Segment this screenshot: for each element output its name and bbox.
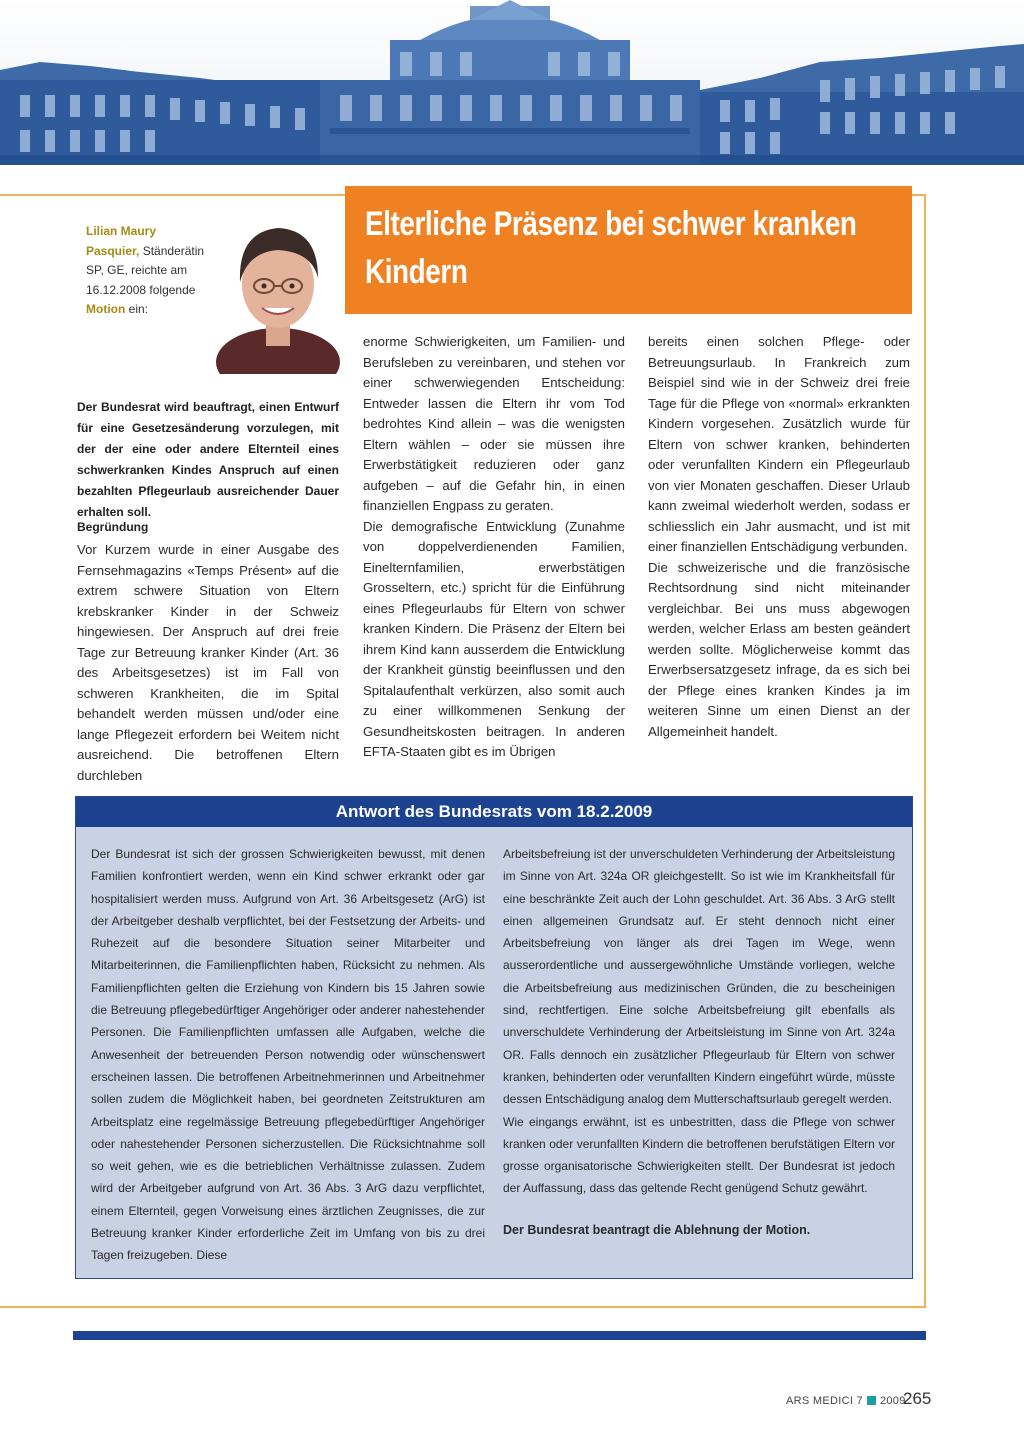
author-line3: 16.12.2008 folgende bbox=[86, 282, 196, 297]
paragraph: enorme Schwierigkeiten, um Familien- und Berufsleben zu vereinbaren, und stehen vor einer schwerwiegenden Entscheidung: Entweder lassen die Eltern ihr vom Tod bedrohtes Kind allein – was die wenigsten Eltern wählen – oder sie müssen ihre Erwerbstätigkeit reduzieren oder ganz aufgeben – auf die Gefahr hin, in einen finanziellen Engpass zu geraten. bbox=[363, 334, 625, 513]
paragraph: bereits einen solchen Pflege- oder Betreuungsurlaub. In Frankreich zum Beispiel sind wie in der Schweiz drei freie Tage für die Pflege von «normal» erkrankten Kindern vorgesehen. Zusätzlich wurde für Eltern von schwer kranken, behinderten oder verunfallten Kindern ein Pflegeurlaub von vier Monaten geschaffen. Dieser Urlaub kann zweimal wiederholt werden, sodass er schliesslich ein Jahr ausmacht, und ist mit einer finanziellen Entschädigung verbunden. bbox=[648, 334, 910, 554]
teal-square-icon bbox=[867, 1396, 876, 1405]
begruendung-heading: Begründung bbox=[77, 520, 149, 534]
answer-box bbox=[75, 796, 913, 1279]
journal-year: 2009 bbox=[879, 1395, 906, 1407]
author-line2: SP, GE, reichte am bbox=[86, 263, 188, 277]
answer-title: Antwort des Bundesrats vom 18.2.2009 bbox=[335, 802, 653, 821]
author-name: Lilian Maury bbox=[86, 224, 157, 238]
answer-column-2 bbox=[503, 843, 895, 1200]
author-surname: Pasquier, bbox=[86, 243, 140, 258]
journal-name: ARS MEDICI 7 bbox=[786, 1395, 863, 1407]
paragraph: Die schweizerische und die französische Rechtsordnung sind nicht miteinander vergleichbar. Bei uns muss abgewogen werden, welcher Erlass am besten geändert werden sollte. Möglicherweise kommt das Erwerbsersatzgesetz infrage, da es sich bei der Pflege eines kranken Kindes ja im weiteren Sinne um einen Dienst an der Allgemeinheit handelt. bbox=[648, 559, 910, 739]
paragraph: Die demografische Entwicklung (Zunahme von doppelverdienenden Familien, Einelternfamilien, erwerbstätigen Grosseltern, etc.) spricht für die Einführung eines Pflegeurlaubs für Eltern von schwer kranken Kindern. Die Präsenz der Eltern bei ihrem Kind kann ausserdem die Entwicklung der Krankheit günstig beeinflussen und den Spitalaufenthalt verkürzen, also somit auch zu einer willkommenen Senkung der Gesundheitskosten beitragen. In anderen EFTA-Staaten gibt es im Übrigen bbox=[363, 518, 625, 759]
paragraph: Vor Kurzem wurde in einer Ausgabe des Fernsehmagazins «Temps Présent» auf die extrem schwere Situation von Eltern krebskranker Kinder in der Schweiz hingewiesen. Der Anspruch auf drei freie Tage zur Betreuung kranker Kinder (Art. 36 des Arbeitsgesetzes) ist im Fall von schweren Krankheiten, die im Spital behandelt werden müssen und/oder eine lange Pflegezeit erfordern bei Weitem nicht ausreichend. Die betroffenen Eltern durchleben bbox=[77, 542, 339, 783]
body-column-1 bbox=[77, 540, 339, 786]
paragraph: Der Bundesrat ist sich der grossen Schwierigkeiten bewusst, mit denen Familien konfrontiert werden, wenn ein Kind schwer erkrankt oder gar hospitalisiert werden muss. Aufgrund von Art. 36 Arbeitsgesetz (ArG) ist der Arbeitgeber deshalb verpflichtet, bei der Festsetzung der Arbeits- und Ruhezeit auf die besondere Situation seiner Mitarbeiter und Mitarbeiterinnen, die Familienpflichten haben, Rücksicht zu nehmen. Als Familienpflichten gelten die Erziehung von Kindern bis 15 Jahren sowie die Betreuung pflegebedürftiger Angehöriger oder anderer nahestehender Personen. Die Familienpflichten umfassen alle Aufgaben, welche die Anwesenheit der betreuenden Person notwendig oder wünschenswert erscheinen lassen. Die betroffenen Arbeitnehmerinnen und Arbeitnehmer sollen zudem die Möglichkeit haben, bei geordneten Zeitstrukturen am Arbeitsplatz eine regelmässige Betreuung pflegebedürftiger Angehöriger oder nahestehender Personen sicherzustellen. Die Rücksichtnahme soll so weit gehen, wie es die betrieblichen Verhältnisse zulassen. Zudem wird der Arbeitgeber aufgrund von Art. 36 Abs. 3 ArG dazu verpflichtet, einem Elternteil, gegen Vorweisung eines ärztlichen Zeugnisses, die zur Betreuung kranker Kinder erforderliche Zeit im Umfang von bis zu drei Tagen freizugeben. Diese bbox=[91, 847, 485, 1263]
paragraph: Wie eingangs erwähnt, ist es unbestritten, dass die Pflege von schwer kranken oder verunfallten Kindern die betroffenen berufstätigen Eltern vor grosse organisatorische Schwierigkeiten stellt. Der Bundesrat ist jedoch der Auffassung, dass das geltende Recht genügend Schutz gewährt. bbox=[503, 1114, 895, 1196]
body-column-3 bbox=[648, 332, 910, 742]
title-banner bbox=[345, 186, 912, 314]
motion-word: Motion bbox=[86, 302, 126, 316]
body-column-2 bbox=[363, 332, 625, 763]
article-title: Elterliche Präsenz bei schwer kranken Kindern bbox=[365, 205, 857, 291]
page-number: 265 bbox=[903, 1389, 932, 1408]
paragraph: Arbeitsbefreiung ist der unverschuldeten Verhinderung der Arbeitsleistung im Sinne von Art. 324a OR gleichgestellt. So ist wie im Krankheitsfall für eine beschränkte Zeit auch der Lohn geschuldet. Art. 36 Abs. 3 ArG stellt einen allgemeinen Grundsatz auf. Er steht dennoch nicht einer Arbeitsbefreiung von länger als drei Tagen im Wege, wenn ausserordentliche und aussergewöhnliche Umstände vorliegen, welche die Arbeitsbefreiung aus medizinischen Gründen, die zu bescheinigen sind, rechtfertigen. Eine solche Arbeitsbefreiung gilt ebenfalls als unverschuldete Verhinderung der Arbeitsleistung im Sinne von Art. 324a OR. Falls dennoch ein zusätzlicher Pflegeurlaub für Eltern von schwer kranken, behinderten oder verunfallten Kindern eingeführt würde, müsste dessen Entschädigung analog dem Mutterschaftsurlaub geregelt werden. bbox=[503, 847, 895, 1107]
author-note bbox=[86, 222, 216, 320]
recommendation: Der Bundesrat beantragt die Ablehnung der Motion. bbox=[503, 1223, 811, 1237]
header-building-illustration bbox=[0, 0, 1024, 165]
author-suffix: ein: bbox=[125, 302, 149, 316]
author-role: Ständerätin bbox=[139, 243, 205, 258]
answer-header bbox=[76, 797, 912, 827]
motion-text: Der Bundesrat wird beauftragt, einen Entwurf für eine Gesetzesänderung vorzulegen, mit der der eine oder andere Elternteil eines schwerkranken Kindes Anspruch auf einen bezahlten Pflegeurlaub ausreichender Dauer erhalten soll. bbox=[77, 400, 339, 519]
answer-column-1 bbox=[91, 843, 485, 1267]
journal-label bbox=[786, 1395, 906, 1407]
author-portrait bbox=[214, 212, 342, 374]
footer-rule bbox=[73, 1331, 926, 1340]
